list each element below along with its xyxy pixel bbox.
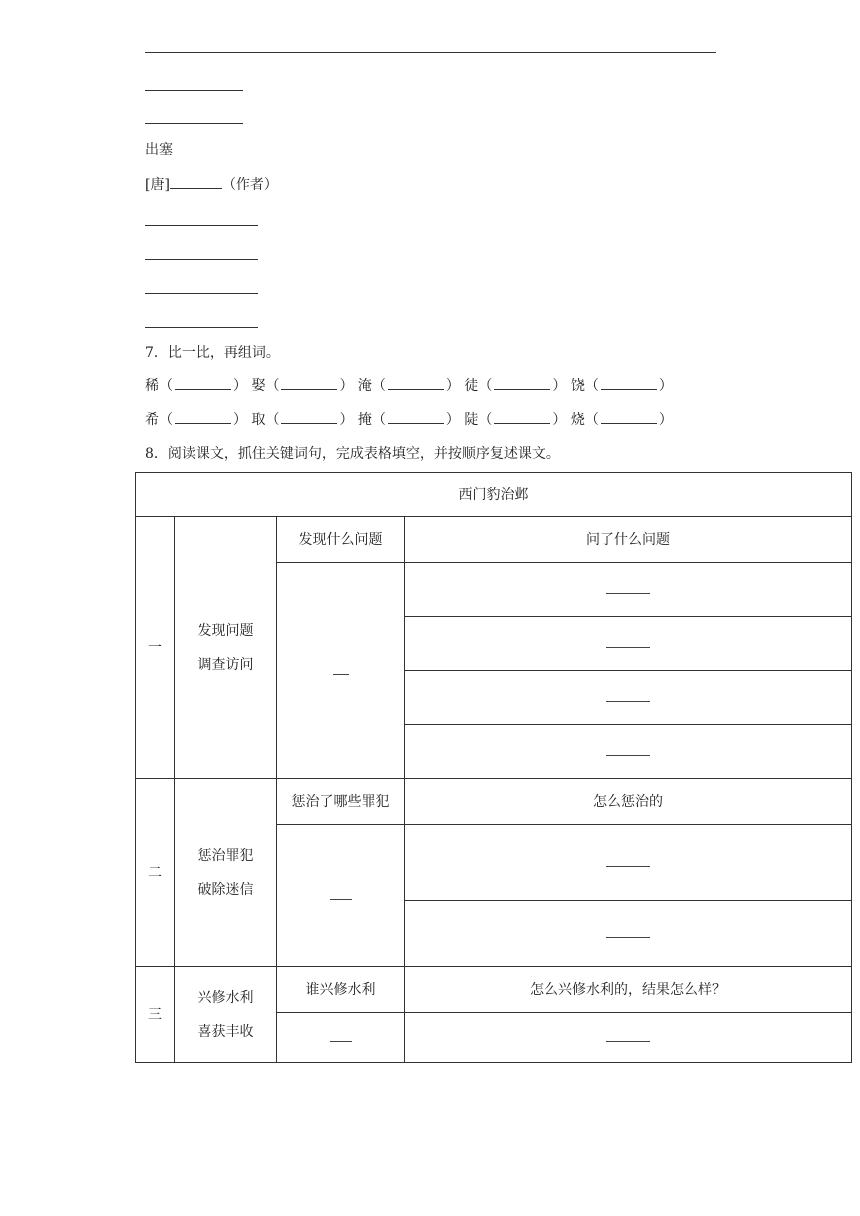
poem-line-3[interactable] <box>145 293 258 294</box>
section-phase: 兴修水利 喜获丰收 <box>175 967 277 1063</box>
answer-cell[interactable] <box>405 825 852 901</box>
char: 淹 <box>357 378 372 394</box>
answer-line[interactable] <box>145 90 243 91</box>
answer-cell[interactable] <box>405 671 852 725</box>
word-blank[interactable] <box>281 411 337 424</box>
story-table <box>135 472 852 1063</box>
answer-cell[interactable] <box>277 1013 405 1063</box>
answer-cell[interactable] <box>277 825 405 967</box>
poem-byline <box>145 175 278 194</box>
author-blank[interactable] <box>170 175 222 189</box>
answer-cell[interactable] <box>405 725 852 779</box>
col-header-a: 谁兴修水利 <box>277 967 405 1013</box>
section-number: 三 <box>136 967 175 1063</box>
q7-row-2: 希（ ） 取（ ） 掩（ ） 陡（ ） 烧（ ） <box>145 412 673 428</box>
answer-cell[interactable] <box>405 617 852 671</box>
word-blank[interactable] <box>601 377 657 390</box>
q8-heading: 8．阅读课文，抓住关键词句，完成表格填空，并按顺序复述课文。 <box>145 446 560 462</box>
word-blank[interactable] <box>494 377 550 390</box>
section-number: 一 <box>136 517 175 779</box>
poem-line-2[interactable] <box>145 259 258 260</box>
col-header-b: 怎么兴修水利的，结果怎么样？ <box>405 967 852 1013</box>
char: 希 <box>145 412 159 428</box>
poem-line-4[interactable] <box>145 327 258 328</box>
col-header-a: 惩治了哪些罪犯 <box>277 779 405 825</box>
answer-cell[interactable] <box>405 901 852 967</box>
word-blank[interactable] <box>388 377 444 390</box>
char: 稀 <box>145 378 159 394</box>
word-blank[interactable] <box>388 411 444 424</box>
col-header-a: 发现什么问题 <box>277 517 405 563</box>
word-blank[interactable] <box>175 411 231 424</box>
col-header-b: 问了什么问题 <box>405 517 852 563</box>
word-blank[interactable] <box>175 377 231 390</box>
answer-cell[interactable] <box>405 1013 852 1063</box>
answer-cell[interactable] <box>405 563 852 617</box>
table-title: 西门豹治邺 <box>136 473 852 517</box>
char: 取 <box>251 412 266 428</box>
word-blank[interactable] <box>601 411 657 424</box>
char: 掩 <box>357 412 372 428</box>
section-number: 二 <box>136 779 175 967</box>
char: 陡 <box>464 412 479 428</box>
char: 饶 <box>570 378 585 394</box>
poem-dynasty: [唐] <box>145 177 170 193</box>
word-blank[interactable] <box>281 377 337 390</box>
answer-line-long[interactable] <box>145 52 716 53</box>
q7-row-1: 稀（ ） 娶（ ） 淹（ ） 徒（ ） 饶（ ） <box>145 378 673 394</box>
col-header-b: 怎么惩治的 <box>405 779 852 825</box>
word-blank[interactable] <box>494 411 550 424</box>
q7-heading: 7．比一比，再组词。 <box>145 345 280 361</box>
answer-line[interactable] <box>145 123 243 124</box>
char: 徒 <box>464 378 479 394</box>
char: 烧 <box>570 412 585 428</box>
poem-line-1[interactable] <box>145 225 258 226</box>
char: 娶 <box>251 378 266 394</box>
section-phase: 惩治罪犯 破除迷信 <box>175 779 277 967</box>
poem-author-note: （作者） <box>221 177 278 193</box>
section-phase: 发现问题 调查访问 <box>175 517 277 779</box>
poem-title: 出塞 <box>145 142 173 158</box>
answer-cell[interactable] <box>277 563 405 779</box>
